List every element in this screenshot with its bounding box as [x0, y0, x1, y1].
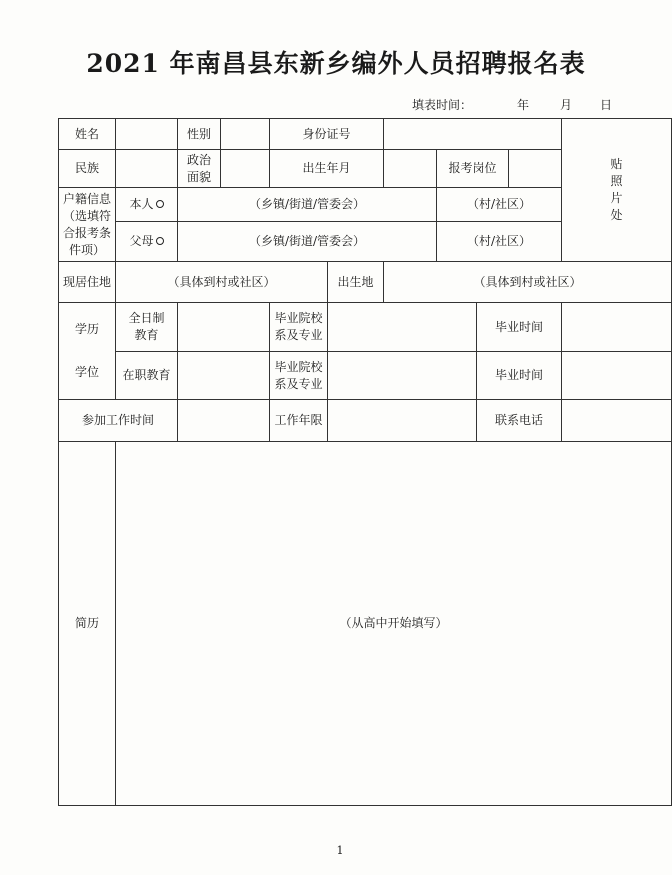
circle-marker-icon [156, 200, 164, 208]
registration-form-table [58, 118, 672, 806]
full-time-education-field[interactable] [178, 303, 270, 352]
self-label [116, 188, 178, 222]
work-years-field[interactable] [328, 400, 477, 442]
self-village-field[interactable] [437, 188, 562, 222]
self-label-text: 本人 [129, 197, 154, 211]
fill-date-month: 月 [560, 98, 573, 112]
household-line-3: 合报考条 [62, 225, 111, 240]
parents-label [116, 222, 178, 262]
parents-township-hint: （乡镇/街道/管委会） [248, 234, 366, 248]
household-line-2: （选填符 [62, 208, 111, 223]
household-line-1: 户籍信息 [62, 191, 111, 206]
fill-date-line [412, 96, 622, 112]
education-label: 学历 [74, 322, 99, 336]
self-township-field[interactable] [178, 188, 437, 222]
full-time-line-1: 全日制 [128, 311, 165, 325]
photo-char-2: 照 [610, 174, 623, 188]
row-resume [59, 442, 672, 806]
part-time-school-line-1: 毕业院校 [274, 359, 323, 374]
part-time-label: 在职教育 [116, 352, 178, 400]
part-time-graduation-field[interactable] [562, 352, 672, 400]
position-field[interactable] [509, 150, 562, 188]
fill-date-day: 日 [600, 98, 613, 112]
photo-char-3: 片 [610, 191, 623, 205]
work-start-label: 参加工作时间 [59, 400, 178, 442]
full-time-school-field[interactable] [328, 303, 477, 352]
photo-char-1: 贴 [610, 157, 623, 171]
part-time-education-field[interactable] [178, 352, 270, 400]
current-address-field[interactable] [116, 262, 328, 303]
parents-village-hint: （村/社区） [466, 234, 532, 248]
political-status-line-2: 面貌 [186, 169, 211, 184]
full-time-school-line-1: 毕业院校 [274, 311, 323, 325]
page-number: 1 [336, 844, 344, 857]
parents-township-field[interactable] [178, 222, 437, 262]
ethnicity-field[interactable] [116, 150, 178, 188]
self-township-hint: （乡镇/街道/管委会） [248, 197, 366, 211]
parents-label-text: 父母 [129, 234, 154, 248]
part-time-graduation-label: 毕业时间 [477, 352, 562, 400]
part-time-school-field[interactable] [328, 352, 477, 400]
full-time-graduation-label: 毕业时间 [477, 303, 562, 352]
birthplace-label: 出生地 [328, 262, 384, 303]
self-village-hint: （村/社区） [466, 197, 532, 211]
birthplace-field[interactable] [384, 262, 672, 303]
id-number-field[interactable] [384, 119, 562, 150]
photo-area[interactable] [562, 119, 672, 262]
fill-date-year: 年 [517, 98, 530, 112]
circle-marker-icon [156, 237, 164, 245]
full-time-school-line-2: 系及专业 [274, 328, 323, 342]
degree-label: 学位 [74, 365, 99, 379]
resume-field[interactable] [116, 442, 672, 806]
full-time-label [116, 303, 178, 352]
id-number-label: 身份证号 [270, 119, 384, 150]
photo-char-4: 处 [610, 208, 623, 222]
full-time-graduation-field[interactable] [562, 303, 672, 352]
row-work [59, 400, 672, 442]
current-address-hint: （具体到村或社区） [167, 274, 276, 289]
birth-date-label: 出生年月 [270, 150, 384, 188]
row-address [59, 262, 672, 303]
phone-label: 联系电话 [477, 400, 562, 442]
phone-field[interactable] [562, 400, 672, 442]
full-time-school-label [270, 303, 328, 352]
political-status-line-1: 政治 [186, 152, 211, 167]
household-label [59, 188, 116, 262]
part-time-school-line-2: 系及专业 [274, 376, 323, 391]
political-status-field[interactable] [221, 150, 270, 188]
form-title: 2021 年南昌县东新乡编外人员招聘报名表 [86, 49, 586, 78]
row-fulltime-education [59, 303, 672, 352]
political-status-label [178, 150, 221, 188]
parents-village-field[interactable] [437, 222, 562, 262]
work-years-label: 工作年限 [270, 400, 328, 442]
education-degree-label [59, 303, 116, 400]
birthplace-hint: （具体到村或社区） [473, 274, 582, 289]
row-basic-1 [59, 119, 672, 150]
birth-date-field[interactable] [384, 150, 437, 188]
row-parttime-education [59, 352, 672, 400]
fill-date-label: 填表时间： [412, 98, 473, 112]
full-time-line-2: 教育 [134, 328, 159, 342]
household-line-4: 件项） [68, 242, 105, 257]
gender-label: 性别 [178, 119, 221, 150]
name-label: 姓名 [59, 119, 116, 150]
position-label: 报考岗位 [437, 150, 509, 188]
part-time-school-label [270, 352, 328, 400]
ethnicity-label: 民族 [59, 150, 116, 188]
gender-field[interactable] [221, 119, 270, 150]
current-address-label: 现居住地 [59, 262, 116, 303]
resume-label: 简历 [59, 442, 116, 806]
work-start-field[interactable] [178, 400, 270, 442]
name-field[interactable] [116, 119, 178, 150]
resume-hint: （从高中开始填写） [339, 616, 448, 630]
